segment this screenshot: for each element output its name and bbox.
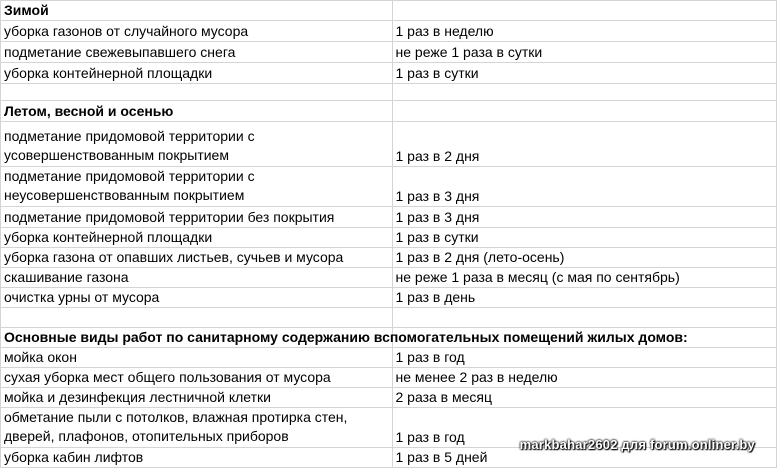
- frequency-cell[interactable]: 1 раз в день: [392, 288, 777, 308]
- task-cell[interactable]: уборка газонов от случайного мусора: [1, 21, 393, 42]
- frequency-cell[interactable]: 1 раз в неделю: [392, 21, 777, 42]
- table-row: [1, 248, 777, 268]
- frequency-cell[interactable]: 2 раза в месяц: [392, 388, 777, 408]
- empty-cell[interactable]: [392, 101, 777, 122]
- frequency-cell[interactable]: 1 раз в 3 дня: [392, 167, 777, 207]
- task-cell[interactable]: уборка газона от опавших листьев, сучьев и мусора: [1, 248, 393, 268]
- section-header-row: [1, 1, 777, 21]
- frequency-cell[interactable]: 1 раз в 3 дня: [392, 207, 777, 228]
- table-row: [1, 348, 777, 368]
- watermark: markbahar2602 для forum.onliner.by: [519, 437, 755, 452]
- section-title[interactable]: Летом, весной и осенью: [1, 101, 393, 122]
- table-row: [1, 388, 777, 408]
- empty-row: [1, 308, 777, 328]
- frequency-cell[interactable]: 1 раз в 2 дня (лето-осень): [392, 248, 777, 268]
- table-row: [1, 207, 777, 228]
- section-title[interactable]: Зимой: [1, 1, 393, 21]
- frequency-cell[interactable]: не менее 2 раз в неделю: [392, 368, 777, 388]
- task-cell[interactable]: очистка урны от мусора: [1, 288, 393, 308]
- empty-row: [1, 84, 777, 101]
- task-cell[interactable]: мойка и дезинфекция лестничной клетки: [1, 388, 393, 408]
- frequency-cell[interactable]: 1 раз в сутки: [392, 228, 777, 248]
- table-row: [1, 21, 777, 42]
- frequency-cell[interactable]: не реже 1 раза в месяц (с мая по сентябрь): [392, 268, 777, 288]
- frequency-cell[interactable]: не реже 1 раза в сутки: [392, 42, 777, 63]
- task-cell[interactable]: подметание придомовой территории с усовершенствованным покрытием: [1, 122, 393, 167]
- task-cell[interactable]: уборка контейнерной площадки: [1, 228, 393, 248]
- table-row: [1, 268, 777, 288]
- task-cell[interactable]: подметание придомовой территории без покрытия: [1, 207, 393, 228]
- frequency-cell[interactable]: 1 раз в сутки: [392, 63, 777, 84]
- task-cell[interactable]: мойка окон: [1, 348, 393, 368]
- table-row: [1, 368, 777, 388]
- table-row: [1, 228, 777, 248]
- section-title[interactable]: Основные виды работ по санитарному содержанию вспомогательных помещений жилых домов:: [1, 328, 393, 348]
- empty-cell[interactable]: [392, 84, 777, 101]
- task-cell[interactable]: обметание пыли с потолков, влажная протирка стен, дверей, плафонов, отопительных приборов: [1, 408, 393, 448]
- task-cell[interactable]: скашивание газона: [1, 268, 393, 288]
- frequency-cell[interactable]: 1 раз в 5 дней: [392, 448, 777, 468]
- frequency-cell[interactable]: 1 раз в год: [392, 408, 777, 448]
- table-row: [1, 42, 777, 63]
- table-row: [1, 122, 777, 167]
- empty-cell[interactable]: [392, 1, 777, 21]
- frequency-cell[interactable]: 1 раз в 2 дня: [392, 122, 777, 167]
- empty-cell[interactable]: [1, 84, 393, 101]
- table-row: [1, 63, 777, 84]
- frequency-cell[interactable]: 1 раз в год: [392, 348, 777, 368]
- table-row: [1, 288, 777, 308]
- task-cell[interactable]: уборка кабин лифтов: [1, 448, 393, 468]
- task-cell[interactable]: сухая уборка мест общего пользования от мусора: [1, 368, 393, 388]
- task-cell[interactable]: уборка контейнерной площадки: [1, 63, 393, 84]
- empty-cell[interactable]: [392, 308, 777, 328]
- section-header-row: [1, 101, 777, 122]
- task-cell[interactable]: подметание свежевыпавшего снега: [1, 42, 393, 63]
- empty-cell[interactable]: [1, 308, 393, 328]
- section-header-row: [1, 328, 777, 348]
- task-cell[interactable]: подметание придомовой территории с неусовершенствованным покрытием: [1, 167, 393, 207]
- table-row: [1, 167, 777, 207]
